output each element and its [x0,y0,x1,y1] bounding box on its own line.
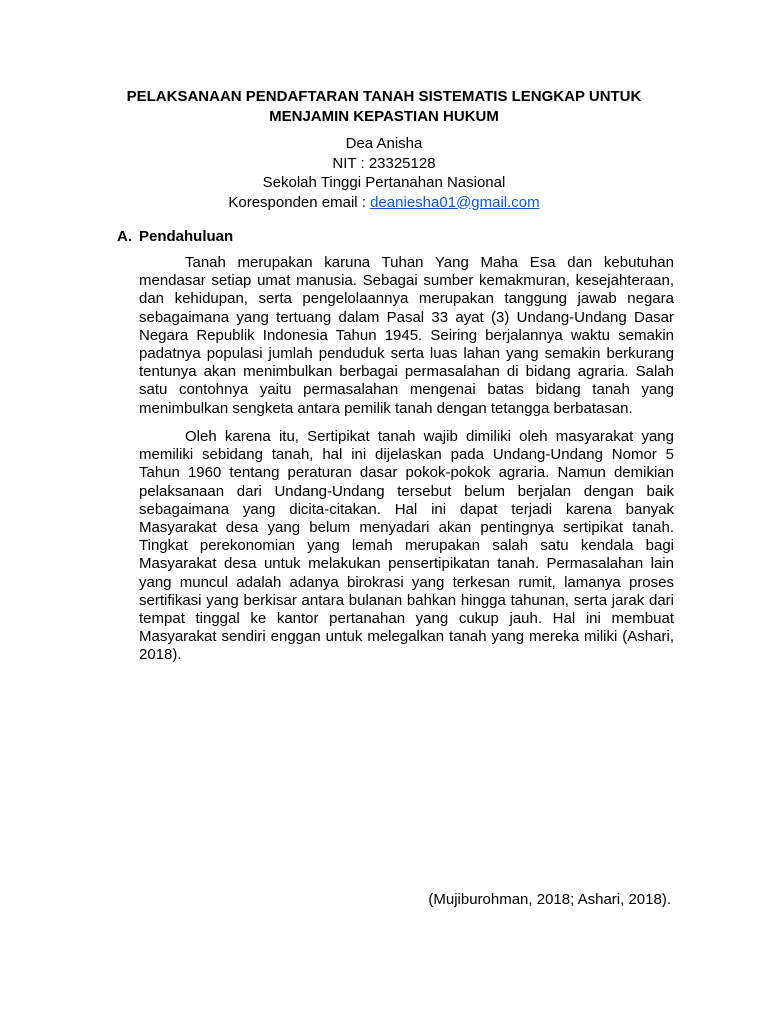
author-nit: NIT : 23325128 [332,154,436,172]
email-link[interactable]: deaniesha01@gmail.com [370,193,540,211]
footer-citation: (Mujiburohman, 2018; Ashari, 2018). [428,891,671,908]
email-label: Koresponden email : [228,193,371,211]
author-email-line [100,193,668,213]
paragraph-2: Oleh karena itu, Sertipikat tanah wajib dimiliki oleh masyarakat yang memiliki sebidang tanah, hal ini dijelaskan pada Undang-Undang Nomor 5 Tahun 1960 tentang peraturan dasar pokok-pokok agraria. Namun demikian pelaksanaan dari Undang-Undang tersebut belum berjalan dengan baik sebagaimana yang dicita-citakan. Hal ini dapat terjadi karena banyak Masyarakat desa yang belum menyadari akan pentingnya sertipikat tanah. Tingkat perekonomian yang lemah merupakan salah satu kendala bagi Masyarakat desa untuk melakukan pensertipikatan tanah. Permasalahan lain yang muncul adalah adanya birokrasi yang terkesan rumit, lamanya proses sertifikasi yang berkisar antara bulanan bahkan hingga tahunan, serta jarak dari tempat tinggal ke kantor pertanahan yang cukup jauh. Hal ini membuat Masyarakat sendiri enggan untuk melegalkan tanah yang mereka miliki (Ashari, 2018). [139,428,674,664]
section-number: A. [117,228,132,245]
paper-title-line-1: PELAKSANAAN PENDAFTARAN TANAH SISTEMATIS LENGKAP UNTUK [126,88,642,105]
paragraph-1: Tanah merupakan karuna Tuhan Yang Maha Esa dan kebutuhan mendasar setiap umat manusia. Sebagai sumber kemakmuran, kesejahteraan, dan kehidupan, serta pengelolaannya merupakan tanggung jawab negara sebagaimana yang tertuang dalam Pasal 33 ayat (3) Undang-Undang Dasar Negara Republik Indonesia Tahun 1945. Seiring berjalannya waktu semakin padatnya populasi jumlah penduduk serta luas lahan yang semakin berkurang tentunya akan menimbulkan berbagai permasalahan di bidang agraria. Salah satu contohnya yaitu permasalahan mengenai batas bidang tanah yang menimbulkan sengketa antara pemilik tanah dengan tetangga berbatasan. [139,254,674,417]
section-title: Pendahuluan [139,228,234,245]
author-institution: Sekolah Tinggi Pertanahan Nasional [262,174,506,191]
author-name: Dea Anisha [345,135,423,152]
section-heading [117,227,233,247]
paper-title-line-2: MENJAMIN KEPASTIAN HUKUM [269,108,499,125]
paper-title [100,87,668,127]
author-block [100,134,668,212]
